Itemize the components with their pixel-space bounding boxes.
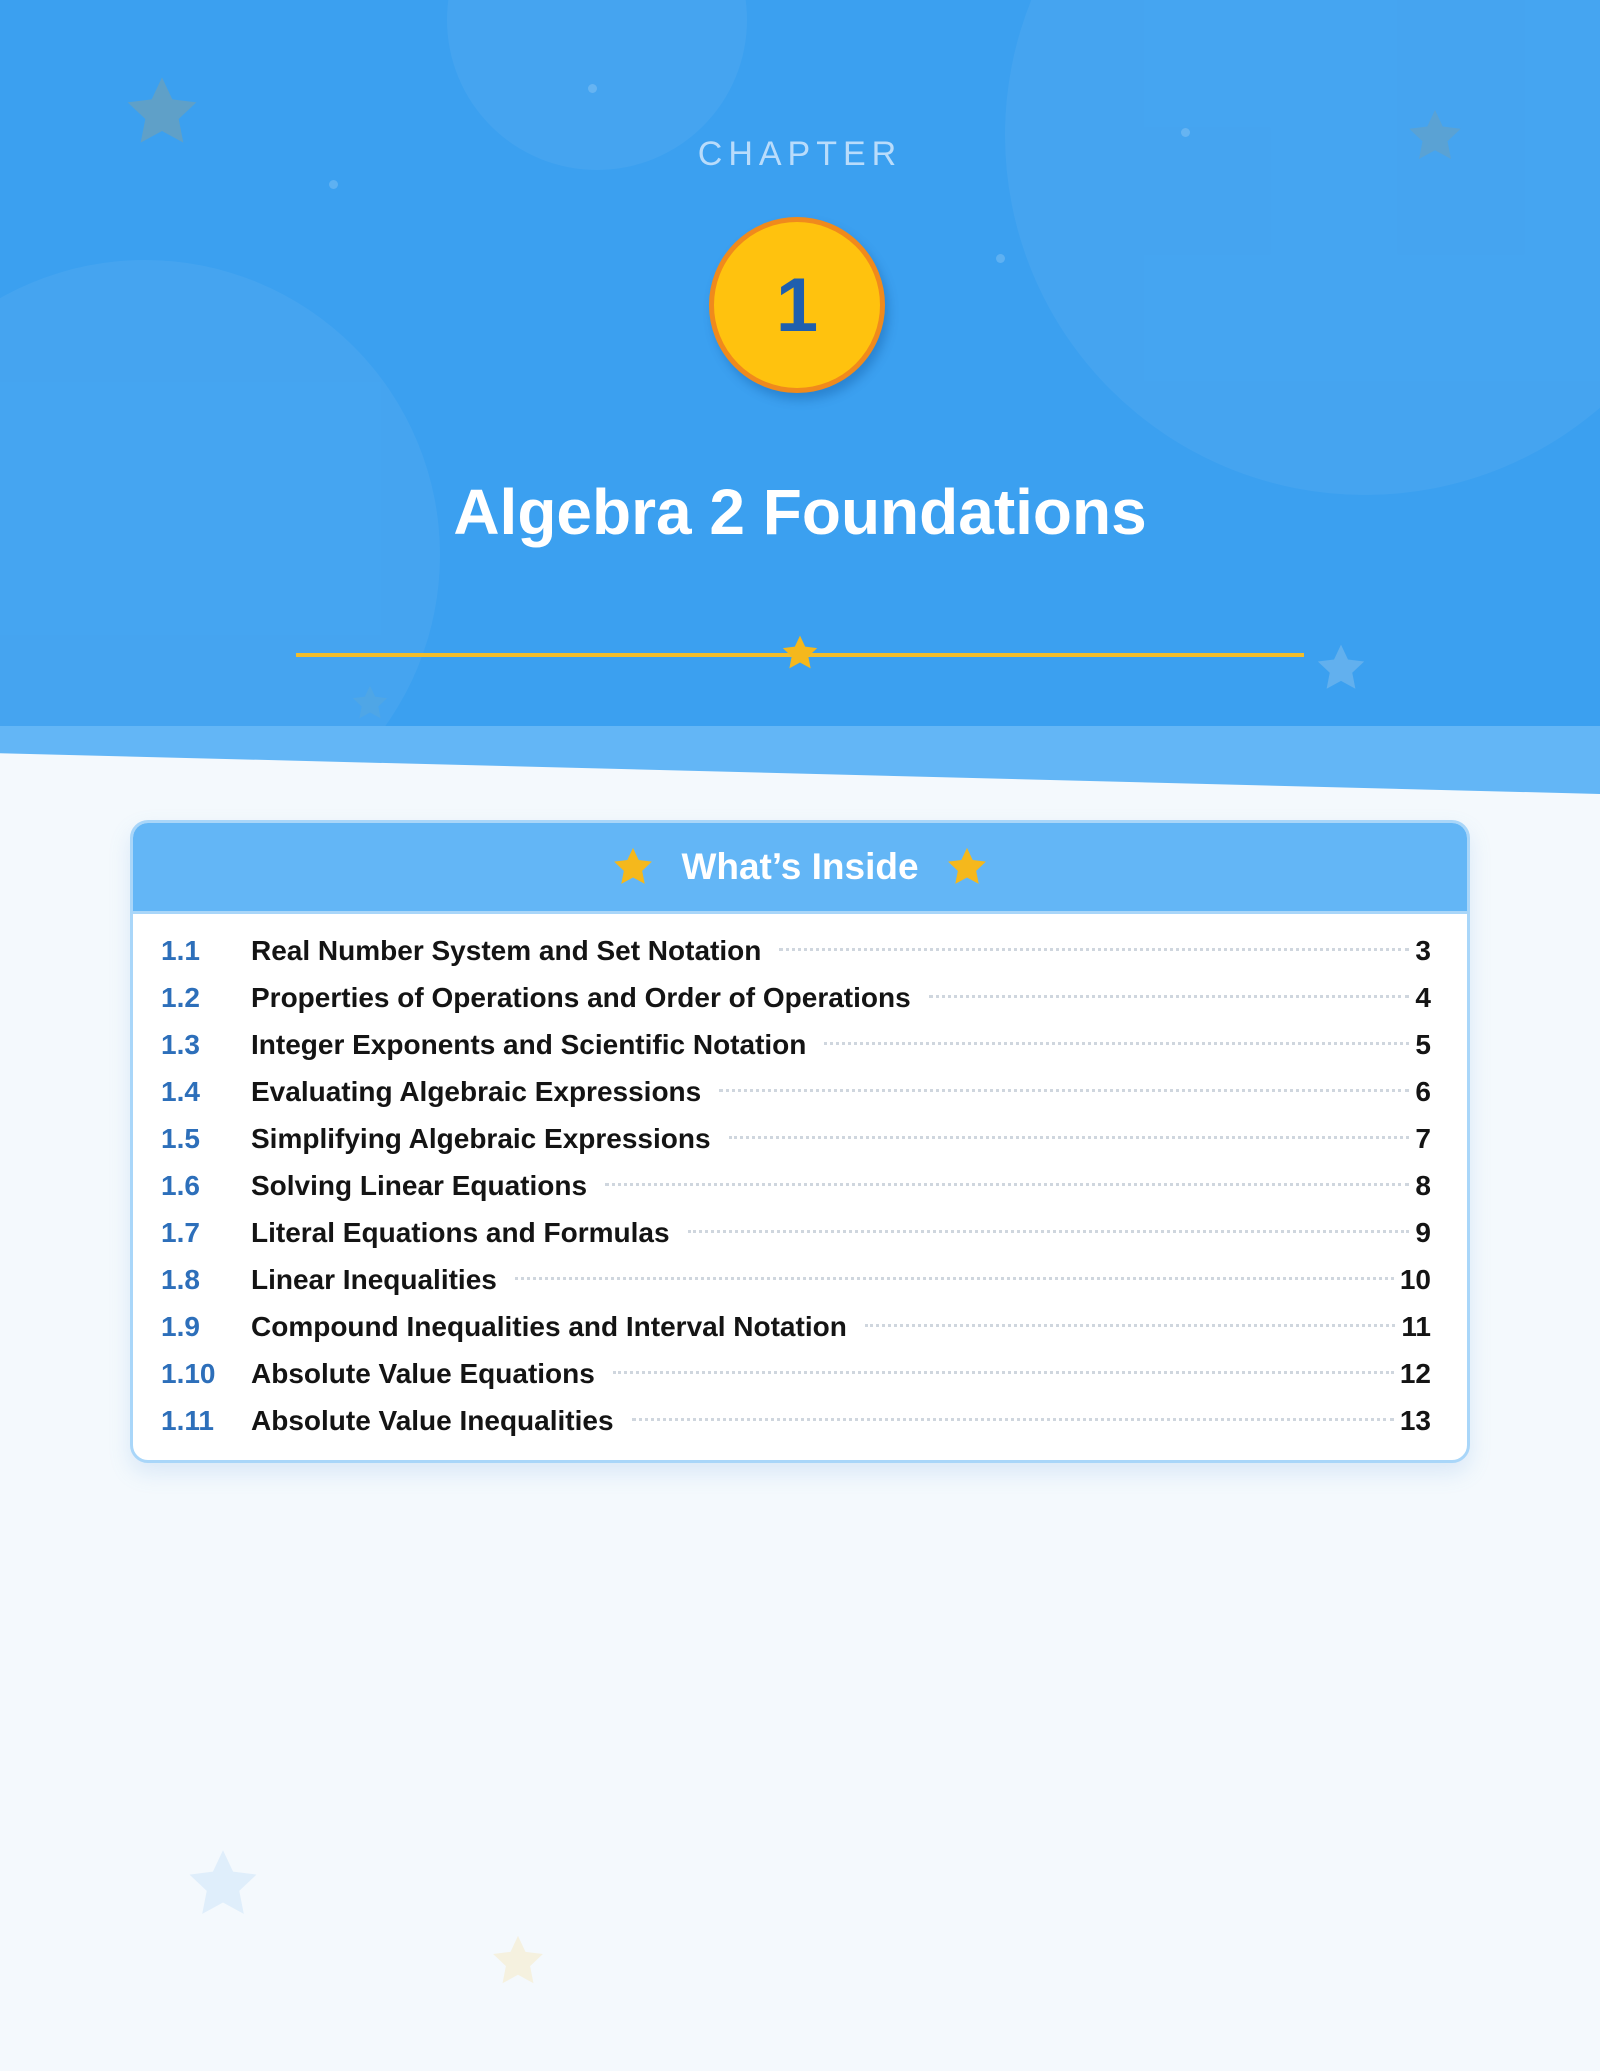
toc-section-title: Properties of Operations and Order of Operations: [251, 982, 911, 1013]
toc-page-number: 9: [1415, 1217, 1431, 1248]
toc-dot-leader: [719, 1089, 1409, 1092]
toc-entry[interactable]: [161, 1303, 1431, 1350]
background-dot: [996, 254, 1005, 263]
toc-section-title: Compound Inequalities and Interval Notation: [251, 1311, 847, 1342]
toc-section-number: 1.2: [161, 982, 200, 1013]
toc-entry[interactable]: [161, 1397, 1431, 1444]
chapter-label: CHAPTER: [697, 135, 903, 173]
toc-section-title: Absolute Value Inequalities: [251, 1405, 614, 1436]
toc-section-number: 1.5: [161, 1123, 200, 1154]
whats-inside-card: [130, 820, 1470, 1463]
toc-page-number: 10: [1399, 1264, 1431, 1295]
decorative-star-icon: [1314, 641, 1368, 695]
card-title: What’s Inside: [681, 846, 919, 887]
toc-page-number: 11: [1401, 1311, 1431, 1342]
decorative-star-icon: [489, 1932, 547, 1990]
toc-section-title: Solving Linear Equations: [251, 1170, 588, 1201]
toc-page-number: 3: [1415, 935, 1431, 966]
divider-star-icon: [780, 633, 820, 673]
decorative-star-icon: [184, 1845, 262, 1923]
toc-dot-leader: [824, 1042, 1409, 1045]
hero-bottom-band: [0, 726, 1600, 794]
toc-entry[interactable]: [161, 1256, 1431, 1303]
toc-section-title: Evaluating Algebraic Expressions: [251, 1076, 702, 1107]
toc-page-number: 8: [1415, 1170, 1431, 1201]
background-dot: [329, 180, 338, 189]
chapter-hero: [0, 0, 1600, 727]
background-dot: [588, 84, 597, 93]
toc-section-number: 1.4: [161, 1076, 200, 1107]
toc-section-title: Literal Equations and Formulas: [251, 1217, 670, 1248]
toc-dot-leader: [632, 1418, 1394, 1421]
toc-section-title: Real Number System and Set Notation: [251, 935, 762, 966]
toc-entry[interactable]: [161, 1162, 1431, 1209]
chapter-title: Algebra 2 Foundations: [453, 476, 1147, 548]
toc-entry[interactable]: [161, 1209, 1431, 1256]
toc-section-number: 1.10: [161, 1358, 216, 1389]
toc-dot-leader: [729, 1136, 1410, 1139]
toc-section-number: 1.7: [161, 1217, 200, 1248]
toc-section-title: Integer Exponents and Scientific Notation: [251, 1029, 807, 1060]
toc-section-number: 1.8: [161, 1264, 200, 1295]
toc-entry[interactable]: [161, 1115, 1431, 1162]
toc-section-number: 1.9: [161, 1311, 200, 1342]
toc-entry[interactable]: [161, 1021, 1431, 1068]
toc-entry[interactable]: [161, 1068, 1431, 1115]
toc-section-number: 1.6: [161, 1170, 200, 1201]
toc-dot-leader: [929, 995, 1410, 998]
toc-section-title: Simplifying Algebraic Expressions: [251, 1123, 711, 1154]
chapter-number-badge: 1: [709, 217, 885, 393]
toc-dot-leader: [613, 1371, 1394, 1374]
star-icon: [611, 845, 655, 889]
decorative-star-icon: [350, 683, 390, 723]
table-of-contents: [133, 914, 1467, 1444]
card-header: [133, 823, 1467, 911]
toc-entry[interactable]: [161, 927, 1431, 974]
toc-section-number: 1.11: [161, 1405, 214, 1436]
toc-dot-leader: [515, 1277, 1394, 1280]
toc-dot-leader: [865, 1324, 1396, 1327]
toc-section-title: Absolute Value Equations: [251, 1358, 595, 1389]
toc-page-number: 6: [1415, 1076, 1431, 1107]
toc-dot-leader: [779, 948, 1409, 951]
toc-page-number: 12: [1399, 1358, 1431, 1389]
toc-section-number: 1.1: [161, 935, 200, 966]
toc-page-number: 4: [1415, 982, 1431, 1013]
toc-page-number: 7: [1415, 1123, 1431, 1154]
toc-dot-leader: [688, 1230, 1410, 1233]
toc-section-title: Linear Inequalities: [251, 1264, 497, 1295]
toc-entry[interactable]: [161, 1350, 1431, 1397]
toc-entry[interactable]: [161, 974, 1431, 1021]
toc-dot-leader: [605, 1183, 1409, 1186]
toc-section-number: 1.3: [161, 1029, 200, 1060]
toc-page-number: 5: [1415, 1029, 1431, 1060]
toc-page-number: 13: [1399, 1405, 1431, 1436]
background-circle: [1005, 0, 1600, 495]
star-icon: [945, 845, 989, 889]
